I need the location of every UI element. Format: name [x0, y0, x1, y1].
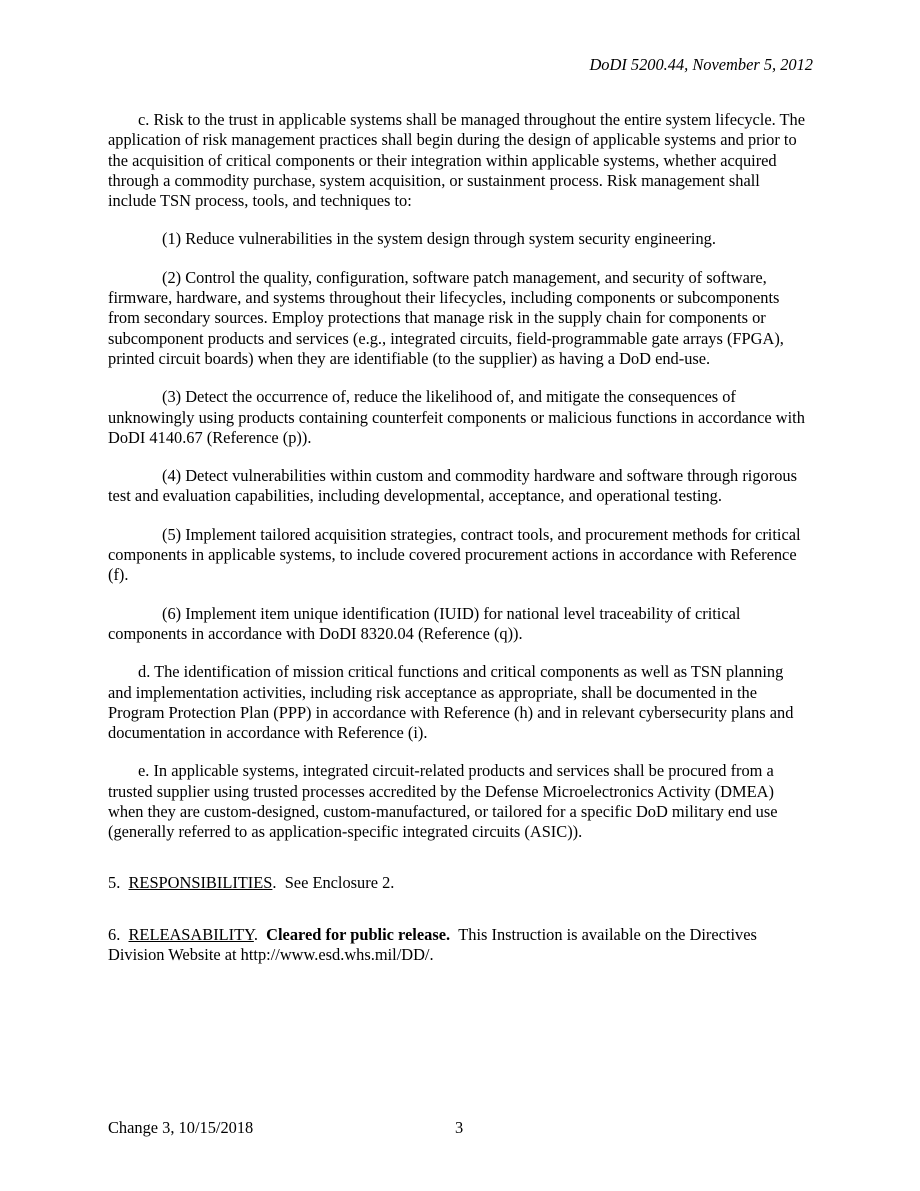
section-5-text: See Enclosure 2. — [284, 872, 395, 892]
document-body — [108, 110, 808, 998]
paragraph-c4: (4) Detect vulnerabilities within custom and commodity hardware and software through rigorous test and evaluation capabilities, including developmental, acceptance, and operational testing. — [108, 466, 797, 506]
page-number: 3 — [455, 1118, 464, 1137]
paragraph-c1: (1) Reduce vulnerabilities in the system design through system security engineering. — [162, 229, 716, 249]
section-5: 5. RESPONSIBILITIES. See Enclosure 2. — [108, 872, 395, 892]
section-6-text: This Instruction is available on the Directives Division Website at http://www.esd.whs.mil/DD/. — [108, 924, 757, 965]
section-5-heading: RESPONSIBILITIES — [128, 872, 273, 892]
paragraph-c2: (2) Control the quality, configuration, software patch management, and security of software, firmware, hardware, and systems throughout their lifecycles, including components or subcomponents from secondary sources. Employ protections that manage risk in the supply chain for components or subcomponent products and services (e.g., integrated circuits, field-programmable gate arrays (FPGA), printed circuit boards) when they are identifiable (to the supplier) as having a DoD end-use. — [108, 267, 784, 368]
paragraph-c: c. Risk to the trust in applicable systems shall be managed throughout the entire system lifecycle. The application of risk management practices shall begin during the design of applicable systems and prior to the acquisition of critical components or their integration within applicable systems, whether acquired through a commodity purchase, system acquisition, or sustainment process. Risk management shall include TSN process, tools, and techniques to: — [108, 110, 805, 211]
section-6-bold-text: Cleared for public release. — [266, 924, 451, 944]
paragraph-c5: (5) Implement tailored acquisition strategies, contract tools, and procurement methods for critical components in applicable systems, to include covered procurement actions in accordance with Reference (f). — [108, 524, 801, 585]
paragraph-e: e. In applicable systems, integrated circuit-related products and services shall be procured from a trusted supplier using trusted processes accredited by the Defense Microelectronics Activity (DMEA) when they are custom-designed, custom-manufactured, or tailored for a specific DoD military end use (generally referred to as application-specific integrated circuits (ASIC)). — [108, 761, 778, 842]
section-6: 6. RELEASABILITY. Cleared for public release. This Instruction is available on the Directives Division Website at http://www.esd.whs.mil/DD/. — [108, 924, 757, 965]
paragraph-c3: (3) Detect the occurrence of, reduce the likelihood of, and mitigate the consequences of unknowingly using products containing counterfeit components or malicious functions in accordance with DoDI 4140.67 (Reference (p)). — [108, 387, 805, 447]
paragraph-d: d. The identification of mission critical functions and critical components as well as TSN planning and implementation activities, including risk acceptance as appropriate, shall be documented in the Program Protection Plan (PPP) in accordance with Reference (h) and in relevant cybersecurity plans and documentation in accordance with Reference (i). — [108, 662, 794, 743]
footer-change-note: Change 3, 10/15/2018 — [108, 1118, 254, 1137]
paragraph-c6: (6) Implement item unique identification (IUID) for national level traceability of critical components in accordance with DoDI 8320.04 (Reference (q)). — [108, 603, 741, 643]
page-header: DoDI 5200.44, November 5, 2012 — [589, 55, 813, 74]
section-5-number: 5. — [108, 872, 121, 892]
section-6-number: 6. — [108, 924, 121, 944]
section-6-heading: RELEASABILITY — [128, 924, 254, 944]
